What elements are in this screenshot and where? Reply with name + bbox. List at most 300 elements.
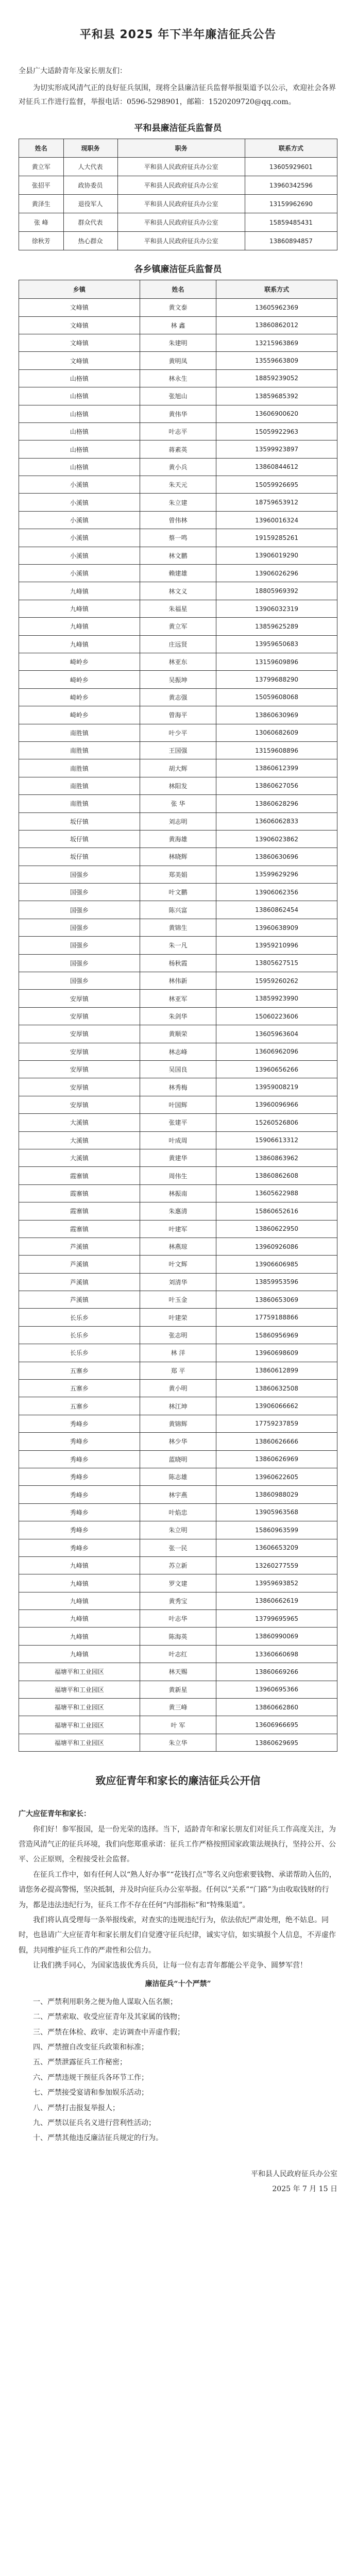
table-cell: 长乐乡	[19, 1309, 140, 1326]
table-row	[19, 529, 337, 547]
column-header: 联系方式	[216, 280, 337, 299]
table-cell: 秀峰乡	[19, 1539, 140, 1556]
table-row	[19, 671, 337, 688]
table-row	[19, 618, 337, 635]
table-cell: 叶少平	[140, 724, 216, 741]
table-cell: 朱一凡	[140, 937, 216, 954]
table-row	[19, 1681, 337, 1698]
table-row	[19, 1468, 337, 1485]
table-row	[19, 476, 337, 494]
table-cell: 退役军人	[63, 195, 117, 213]
prohibition-item: 七、严禁接受宴请和参加娱乐活动；	[33, 2089, 148, 2097]
table-cell: 15860652616	[216, 1202, 337, 1220]
table-cell: 17759188866	[216, 1309, 337, 1326]
table-cell: 13959650683	[216, 635, 337, 653]
table-cell: 13860662619	[216, 1592, 337, 1609]
column-header: 职务	[117, 139, 245, 158]
table-cell: 文峰镇	[19, 352, 140, 369]
table-cell: 曾海平	[140, 706, 216, 724]
table-cell: 黄三峰	[140, 1699, 216, 1716]
table-cell: 13959693852	[216, 1574, 337, 1592]
table-cell: 长乐乡	[19, 1326, 140, 1344]
table-cell: 黄明凤	[140, 352, 216, 369]
table-row	[19, 1060, 337, 1078]
table-cell: 林天赐	[140, 1663, 216, 1681]
table-cell: 林振南	[140, 1184, 216, 1202]
table-cell: 文峰镇	[19, 334, 140, 351]
table-cell: 13905963568	[216, 1503, 337, 1521]
table-cell: 林燕琼	[140, 1238, 216, 1255]
salutation: 全县广大适龄青年及家长朋友们：	[19, 67, 127, 75]
table-row	[19, 1663, 337, 1681]
table-cell: 13860662860	[216, 1699, 337, 1716]
table-cell: 芦溪镇	[19, 1238, 140, 1255]
table-row	[19, 1202, 337, 1220]
table-cell: 林文义	[140, 582, 216, 600]
table-cell: 13860863962	[216, 1149, 337, 1166]
table-cell: 13260277559	[216, 1556, 337, 1574]
table-row	[19, 741, 337, 759]
table-row	[19, 1078, 337, 1096]
table-cell: 九峰镇	[19, 618, 140, 635]
table-row	[19, 316, 337, 334]
table-cell: 13906066662	[216, 1397, 337, 1415]
table-row	[19, 1380, 337, 1397]
table-row	[19, 1149, 337, 1166]
table-row	[19, 299, 337, 316]
table-cell: 张 华	[140, 795, 216, 812]
table-cell: 曾伟林	[140, 511, 216, 529]
table-cell: 崎岭乡	[19, 706, 140, 724]
table-row	[19, 1043, 337, 1060]
table-cell: 庄远贤	[140, 635, 216, 653]
table-cell: 13906606985	[216, 1256, 337, 1273]
table-cell: 13906019290	[216, 547, 337, 564]
table-cell: 13860862608	[216, 1167, 337, 1184]
table-cell: 人大代表	[63, 158, 117, 176]
table-cell: 安厚镇	[19, 1043, 140, 1060]
table-row	[19, 1025, 337, 1043]
table-cell: 安厚镇	[19, 990, 140, 1007]
table-cell: 黄顺荣	[140, 1025, 216, 1043]
table-cell: 林阳发	[140, 777, 216, 794]
table-cell: 山格镇	[19, 458, 140, 476]
table-cell: 13860612899	[216, 1362, 337, 1379]
table-cell: 叶建荣	[140, 1309, 216, 1326]
table-row	[19, 1645, 337, 1663]
table-cell: 刘志明	[140, 812, 216, 830]
table-row	[19, 1450, 337, 1468]
table-cell: 13060682609	[216, 724, 337, 741]
table-row	[19, 440, 337, 458]
table-row	[19, 1344, 337, 1362]
table-cell: 13959008219	[216, 1078, 337, 1096]
table-cell: 平和县人民政府征兵办公室	[117, 213, 245, 232]
table-cell: 坂仔镇	[19, 848, 140, 866]
column-header: 姓名	[140, 280, 216, 299]
county-supervisor-table-title: 平和县廉洁征兵监督员	[134, 123, 222, 134]
table-cell: 朱建明	[140, 334, 216, 351]
table-row	[19, 919, 337, 936]
table-cell: 15959260262	[216, 972, 337, 990]
table-row	[19, 688, 337, 706]
table-cell: 13860988029	[216, 1486, 337, 1503]
table-cell: 平和县人民政府征兵办公室	[117, 176, 245, 195]
table-cell: 黄锦辉	[140, 1415, 216, 1432]
table-cell: 张志明	[140, 1326, 216, 1344]
table-cell: 13859953596	[216, 1273, 337, 1291]
table-cell: 福塘平和工业园区	[19, 1681, 140, 1698]
table-cell: 秀峰乡	[19, 1415, 140, 1432]
table-cell: 叶国辉	[140, 1096, 216, 1113]
table-cell: 秀峰乡	[19, 1468, 140, 1485]
page-title: 平和县 2025 年下半年廉洁征兵公告	[79, 28, 277, 41]
table-cell: 黄立军	[140, 618, 216, 635]
table-cell: 13860612399	[216, 759, 337, 777]
prohibition-item: 一、严禁利用职务之便为他人谋取入伍名额；	[33, 1997, 177, 2006]
signature-date: 2025 年 7 月 15 日	[272, 2185, 337, 2194]
table-row	[19, 494, 337, 511]
table-row	[19, 195, 337, 213]
table-cell: 大溪镇	[19, 1114, 140, 1131]
table-cell: 13360660698	[216, 1645, 337, 1663]
table-cell: 霞寨镇	[19, 1184, 140, 1202]
table-cell: 山格镇	[19, 369, 140, 387]
table-cell: 13605622988	[216, 1184, 337, 1202]
table-cell: 13960698609	[216, 1344, 337, 1362]
county-supervisor-table	[19, 139, 337, 250]
table-cell: 平和县人民政府征兵办公室	[117, 195, 245, 213]
table-cell: 南胜镇	[19, 724, 140, 741]
table-cell: 长乐乡	[19, 1344, 140, 1362]
table-cell: 13860632508	[216, 1380, 337, 1397]
table-cell: 政协委员	[63, 176, 117, 195]
table-cell: 安厚镇	[19, 1078, 140, 1096]
table-cell: 霞寨镇	[19, 1202, 140, 1220]
table-cell: 朱福星	[140, 600, 216, 617]
town-supervisor-table	[19, 280, 337, 1752]
table-cell: 18859239052	[216, 369, 337, 387]
table-row	[19, 1574, 337, 1592]
table-cell: 罗文建	[140, 1574, 216, 1592]
table-row	[19, 176, 337, 195]
table-cell: 15859485431	[245, 213, 337, 232]
table-cell: 赖建雄	[140, 565, 216, 582]
prohibition-item: 六、严禁违规干预征兵各环节工作；	[33, 2073, 148, 2082]
column-header: 现职务	[63, 139, 117, 158]
table-cell: 13799688290	[216, 671, 337, 688]
table-row	[19, 884, 337, 901]
table-row	[19, 600, 337, 617]
table-row	[19, 1220, 337, 1238]
table-cell: 叶志平	[140, 422, 216, 440]
table-cell: 13215963869	[216, 334, 337, 351]
table-cell: 17759237859	[216, 1415, 337, 1432]
table-row	[19, 387, 337, 405]
table-cell: 林亚东	[140, 653, 216, 671]
table-row	[19, 334, 337, 351]
intro-paragraph: 为切实形成风清气正的良好征兵氛围，现将全县廉洁征兵监督举报渠道予以公示，欢迎社会各界对征兵工作进行监督，举报电话：0596-5298901，邮箱：1520209720@qq.com。	[19, 83, 336, 106]
table-row	[19, 1184, 337, 1202]
table-cell: 小溪镇	[19, 529, 140, 547]
table-cell: 安厚镇	[19, 1096, 140, 1113]
table-cell: 林文鹏	[140, 547, 216, 564]
table-row	[19, 1716, 337, 1734]
table-cell: 九峰镇	[19, 1628, 140, 1645]
table-cell: 朱惠清	[140, 1202, 216, 1220]
table-row	[19, 866, 337, 883]
prohibition-item: 四、严禁擅自改变征兵政策和标准；	[33, 2043, 148, 2052]
table-cell: 崎岭乡	[19, 653, 140, 671]
table-cell: 黄海雄	[140, 830, 216, 848]
table-cell: 叶玉金	[140, 1291, 216, 1309]
table-cell: 15059608068	[216, 688, 337, 706]
table-cell: 九峰镇	[19, 1610, 140, 1628]
table-cell: 陈海英	[140, 1628, 216, 1645]
table-cell: 黄秀宝	[140, 1592, 216, 1609]
table-cell: 国强乡	[19, 866, 140, 883]
table-row	[19, 582, 337, 600]
table-cell: 芦溪镇	[19, 1273, 140, 1291]
table-row	[19, 458, 337, 476]
table-cell: 坂仔镇	[19, 812, 140, 830]
table-row	[19, 759, 337, 777]
table-cell: 13960926086	[216, 1238, 337, 1255]
table-row	[19, 1273, 337, 1291]
table-cell: 九峰镇	[19, 582, 140, 600]
table-cell: 13860628296	[216, 795, 337, 812]
table-cell: 13860629695	[216, 1734, 337, 1751]
table-row	[19, 405, 337, 422]
table-cell: 九峰镇	[19, 1645, 140, 1663]
table-cell: 张旭山	[140, 387, 216, 405]
table-cell: 国强乡	[19, 972, 140, 990]
table-cell: 徐秋芳	[19, 232, 64, 250]
table-row	[19, 1096, 337, 1113]
table-row	[19, 777, 337, 794]
table-cell: 林 洋	[140, 1344, 216, 1362]
table-row	[19, 1007, 337, 1025]
table-row	[19, 1362, 337, 1379]
table-cell: 福塘平和工业园区	[19, 1699, 140, 1716]
table-row	[19, 706, 337, 724]
table-cell: 张建平	[140, 1114, 216, 1131]
table-cell: 13606962096	[216, 1043, 337, 1060]
table-cell: 林亚军	[140, 990, 216, 1007]
table-cell: 南胜镇	[19, 741, 140, 759]
table-cell: 13159608896	[216, 741, 337, 759]
table-cell: 南胜镇	[19, 777, 140, 794]
table-cell: 黄锦生	[140, 919, 216, 936]
table-cell: 叶建军	[140, 1220, 216, 1238]
table-row	[19, 653, 337, 671]
table-row	[19, 1699, 337, 1716]
table-cell: 吴国良	[140, 1060, 216, 1078]
table-cell: 13606900620	[216, 405, 337, 422]
table-row	[19, 901, 337, 919]
table-cell: 13559663809	[216, 352, 337, 369]
table-cell: 山格镇	[19, 387, 140, 405]
table-cell: 小溪镇	[19, 476, 140, 494]
table-cell: 13605962369	[216, 299, 337, 316]
letter-paragraph: 我们将认真受理每一条举报线索，对查实的违规违纪行为，依法依纪严肃处理，绝不姑息。同时，也恳请广大应征青年和家长朋友们自觉遵守征兵纪律，诚实守信，如实填报个人信息，不弄虚作假，共同维护征兵工作的严肃性和公信力。	[19, 1916, 336, 1955]
table-cell: 胡大辉	[140, 759, 216, 777]
table-cell: 朱立建	[140, 494, 216, 511]
table-cell: 九峰镇	[19, 1574, 140, 1592]
table-cell: 张招平	[19, 176, 64, 195]
table-cell: 15860956969	[216, 1326, 337, 1344]
table-cell: 13805627515	[216, 954, 337, 972]
table-cell: 陈志雄	[140, 1468, 216, 1485]
table-cell: 平和县人民政府征兵办公室	[117, 232, 245, 250]
column-header: 联系方式	[245, 139, 337, 158]
table-row	[19, 1167, 337, 1184]
letter-paragraph: 在征兵工作中，如有任何人以“熟人好办事”“花钱打点”等名义向您索要钱物、承诺帮助入伍的，请您务必提高警惕，坚决抵制，并及时向征兵办公室举报。任何以“关系”“门路”为由收取钱财的行为，都是违法违纪行为，征兵工作不存在任何“内部指标”和“特殊渠道”。	[19, 1870, 336, 1909]
table-row	[19, 830, 337, 848]
table-cell: 13860627056	[216, 777, 337, 794]
table-cell: 黄小明	[140, 1380, 216, 1397]
table-cell: 霞寨镇	[19, 1167, 140, 1184]
table-cell: 15060223606	[216, 1007, 337, 1025]
table-row	[19, 1415, 337, 1432]
table-row	[19, 352, 337, 369]
table-cell: 13605929601	[245, 158, 337, 176]
table-row	[19, 954, 337, 972]
table-cell: 13860622950	[216, 1220, 337, 1238]
table-row	[19, 812, 337, 830]
table-cell: 13799695965	[216, 1610, 337, 1628]
table-cell: 19159285261	[216, 529, 337, 547]
table-cell: 18805969392	[216, 582, 337, 600]
table-cell: 文峰镇	[19, 316, 140, 334]
table-cell: 蓝晓明	[140, 1450, 216, 1468]
table-cell: 五寨乡	[19, 1397, 140, 1415]
table-cell: 13960342596	[245, 176, 337, 195]
table-cell: 林宇燕	[140, 1486, 216, 1503]
table-row	[19, 972, 337, 990]
signature-block	[19, 2167, 337, 2197]
table-cell: 15906613312	[216, 1131, 337, 1149]
table-cell: 秀峰乡	[19, 1486, 140, 1503]
table-row	[19, 565, 337, 582]
table-cell: 叶焰忠	[140, 1503, 216, 1521]
table-cell: 15860963599	[216, 1521, 337, 1539]
table-row	[19, 1238, 337, 1255]
table-row	[19, 511, 337, 529]
table-cell: 国强乡	[19, 919, 140, 936]
table-cell: 文峰镇	[19, 299, 140, 316]
signature-org: 平和县人民政府征兵办公室	[251, 2170, 337, 2178]
table-cell: 13860990069	[216, 1628, 337, 1645]
table-cell: 13606062833	[216, 812, 337, 830]
table-cell: 山格镇	[19, 405, 140, 422]
table-cell: 叶志华	[140, 1610, 216, 1628]
table-cell: 13606966695	[216, 1716, 337, 1734]
table-row	[19, 1539, 337, 1556]
table-cell: 南胜镇	[19, 759, 140, 777]
table-cell: 九峰镇	[19, 1556, 140, 1574]
table-cell: 林 鑫	[140, 316, 216, 334]
table-cell: 13960096966	[216, 1096, 337, 1113]
table-cell: 13860844612	[216, 458, 337, 476]
table-row	[19, 937, 337, 954]
table-cell: 13159962690	[245, 195, 337, 213]
prohibition-item: 五、严禁泄露征兵工作秘密；	[33, 2058, 127, 2067]
table-cell: 13906023862	[216, 830, 337, 848]
table-cell: 芦溪镇	[19, 1256, 140, 1273]
prohibition-item: 二、严禁索取、收受应征青年及其家属的钱物；	[33, 2013, 184, 2022]
table-cell: 杨秋霞	[140, 954, 216, 972]
table-cell: 南胜镇	[19, 795, 140, 812]
table-row	[19, 1309, 337, 1326]
table-cell: 周伟生	[140, 1167, 216, 1184]
table-row	[19, 724, 337, 741]
table-cell: 林永生	[140, 369, 216, 387]
table-cell: 小溪镇	[19, 494, 140, 511]
table-row	[19, 1628, 337, 1645]
table-cell: 林伟新	[140, 972, 216, 990]
table-cell: 崎岭乡	[19, 688, 140, 706]
table-cell: 13599629296	[216, 866, 337, 883]
table-cell: 朱立明	[140, 1521, 216, 1539]
table-row	[19, 990, 337, 1007]
table-cell: 13860669266	[216, 1663, 337, 1681]
table-cell: 九峰镇	[19, 600, 140, 617]
table-cell: 蔡一鸣	[140, 529, 216, 547]
table-cell: 黄泽生	[19, 195, 64, 213]
table-cell: 安厚镇	[19, 1060, 140, 1078]
table-row	[19, 635, 337, 653]
table-cell: 13960656266	[216, 1060, 337, 1078]
table-cell: 福塘平和工业园区	[19, 1734, 140, 1751]
table-cell: 秀峰乡	[19, 1521, 140, 1539]
table-row	[19, 547, 337, 564]
table-row	[19, 422, 337, 440]
table-cell: 13860862012	[216, 316, 337, 334]
table-cell: 国强乡	[19, 954, 140, 972]
table-cell: 大溪镇	[19, 1149, 140, 1166]
table-row	[19, 1397, 337, 1415]
table-cell: 小溪镇	[19, 565, 140, 582]
table-cell: 苏立新	[140, 1556, 216, 1574]
column-header: 姓名	[19, 139, 64, 158]
table-cell: 郑美娟	[140, 866, 216, 883]
open-letter	[19, 1772, 337, 2197]
table-cell: 林少华	[140, 1433, 216, 1450]
table-cell: 叶成周	[140, 1131, 216, 1149]
table-cell: 王国强	[140, 741, 216, 759]
table-row	[19, 1256, 337, 1273]
table-cell: 小溪镇	[19, 547, 140, 564]
table-cell: 张一民	[140, 1539, 216, 1556]
table-cell: 13159609896	[216, 653, 337, 671]
table-row	[19, 213, 337, 232]
prohibition-item: 八、严禁打击报复举报人；	[33, 2104, 120, 2112]
table-cell: 刘清华	[140, 1273, 216, 1291]
table-row	[19, 795, 337, 812]
table-cell: 小溪镇	[19, 511, 140, 529]
table-cell: 张 峰	[19, 213, 64, 232]
table-cell: 秀峰乡	[19, 1450, 140, 1468]
table-cell: 大溪镇	[19, 1131, 140, 1149]
table-cell: 陈兴富	[140, 901, 216, 919]
table-cell: 15059922963	[216, 422, 337, 440]
table-cell: 13860862454	[216, 901, 337, 919]
table-cell: 13599923897	[216, 440, 337, 458]
table-row	[19, 1291, 337, 1309]
table-cell: 13859923990	[216, 990, 337, 1007]
table-cell: 国强乡	[19, 937, 140, 954]
